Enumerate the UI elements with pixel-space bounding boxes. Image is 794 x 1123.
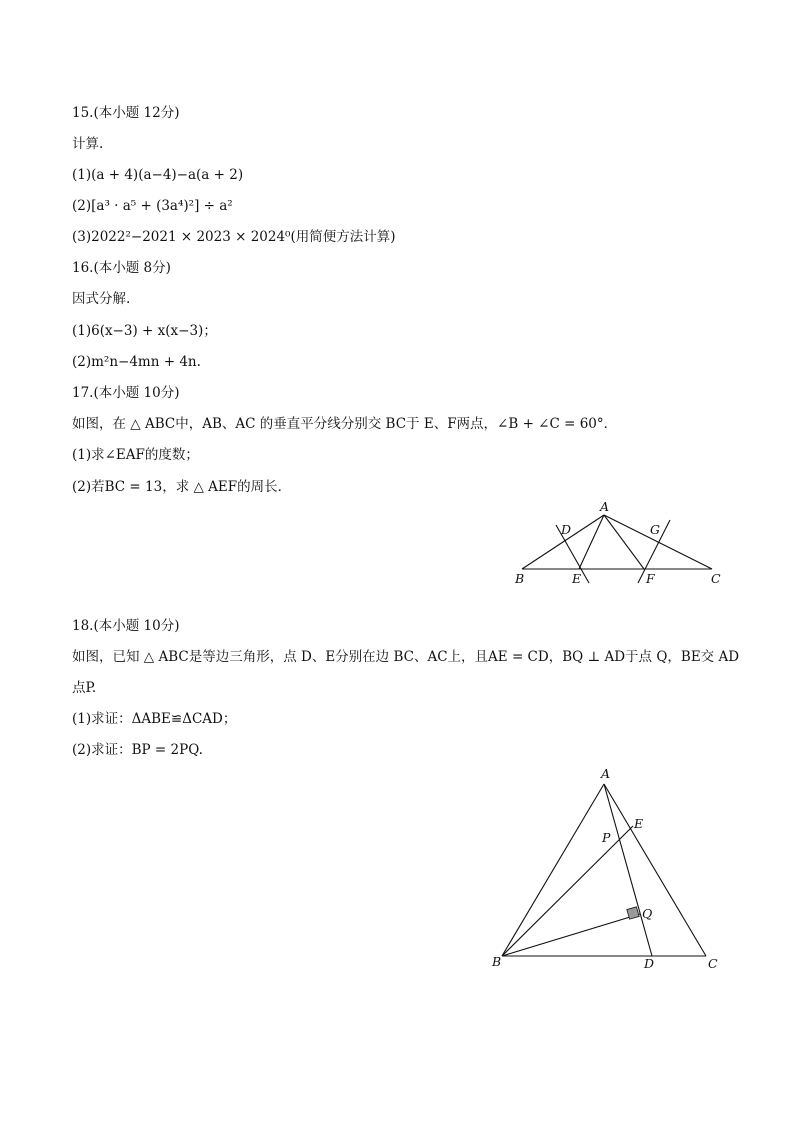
q18-label-q: Q [642, 906, 653, 921]
q17-header: 17.(本小题 10分) [72, 385, 180, 401]
q18-header: 18.(本小题 10分) [72, 618, 180, 634]
q17-label-g: G [650, 522, 660, 537]
q18-label-c: C [708, 956, 718, 971]
q18-label-b: B [492, 954, 502, 969]
q17-item-1: (1)求∠EAF的度数； [72, 447, 199, 463]
q15-instruction: 计算. [72, 136, 104, 152]
q15-item-2: (2)[a³ · a⁵ + (3a⁴)²] ÷ a² [72, 198, 233, 214]
q18-right-angle-mark [627, 907, 639, 919]
q16-item-1: (1)6(x−3) + x(x−3)； [72, 323, 217, 339]
q16-header: 16.(本小题 8分) [72, 260, 171, 276]
q15-item-1: (1)(a + 4)(a−4)−a(a + 2) [72, 167, 244, 183]
q17-stem: 如图，在 △ ABC中，AB、AC 的垂直平分线分别交 BC于 E、F两点，∠B + ∠C = 60°． [72, 416, 618, 432]
q17-label-e: E [572, 571, 582, 586]
q17-label-b: B [515, 571, 525, 586]
q18-label-d: D [644, 956, 655, 971]
q15-header: 15.(本小题 12分) [72, 105, 180, 121]
q18-stem-line1: 如图，已知 △ ABC是等边三角形，点 D、E分别在边 BC、AC上，且AE = CD，BQ ⊥ AD于点 Q，BE交 AD [72, 649, 740, 665]
q18-segment-ac [604, 784, 706, 956]
q18-label-a: A [601, 766, 611, 781]
q16-item-2: (2)m²n−4mn + 4n. [72, 354, 201, 370]
q18-stem-line2: 点P. [72, 680, 97, 696]
q15-item-3: (3)2022²−2021 × 2023 × 2024⁰(用简便方法计算) [72, 229, 396, 245]
q18-label-e: E [634, 816, 644, 831]
q18-item-1: (1)求证：ΔABE≌ΔCAD； [72, 711, 237, 727]
q17-segment-af [604, 515, 644, 569]
q18-segment-ad [604, 784, 652, 956]
q18-label-p: P [602, 830, 611, 845]
q17-label-d: D [561, 522, 572, 537]
q17-figure [500, 495, 740, 590]
q17-label-f: F [646, 571, 655, 586]
q17-label-c: C [711, 571, 721, 586]
q18-figure [480, 762, 730, 977]
q17-label-a: A [600, 499, 610, 514]
q17-item-2: (2)若BC = 13，求 △ AEF的周长． [72, 479, 292, 495]
q18-item-2: (2)求证：BP = 2PQ. [72, 742, 203, 758]
q16-instruction: 因式分解. [72, 291, 131, 307]
